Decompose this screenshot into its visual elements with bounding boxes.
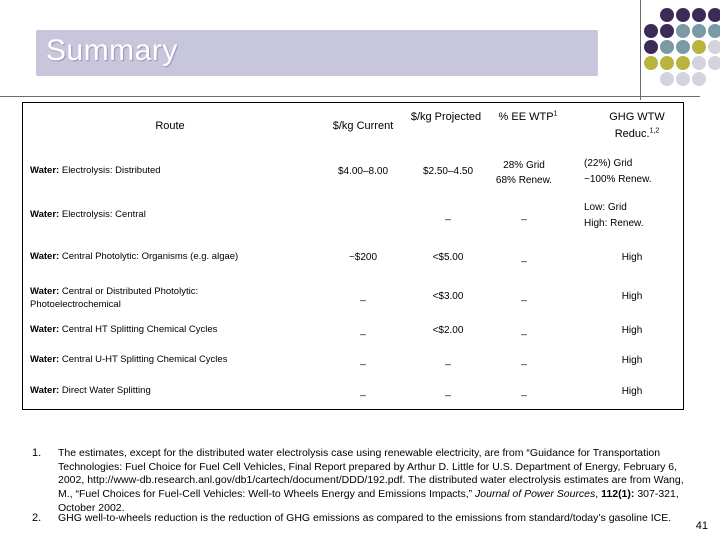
projected-cost-cell: _	[445, 210, 451, 221]
route-cell	[30, 384, 280, 397]
route-name: Central U-HT Splitting Chemical Cycles	[61, 354, 228, 365]
projected-cost-cell: _	[445, 355, 451, 366]
decorative-dot	[644, 56, 658, 70]
route-cell	[30, 323, 280, 336]
route-prefix: Water:	[30, 324, 60, 335]
decorative-dot	[644, 40, 658, 54]
decorative-dot	[676, 40, 690, 54]
ee-wtp-cell: _	[521, 252, 527, 263]
route-prefix: Water:	[30, 385, 60, 396]
note-2-number: 2.	[32, 512, 42, 524]
ghg-reduction-cell: (22%) Grid	[584, 158, 633, 169]
current-cost-cell: _	[360, 386, 366, 397]
decorative-dot	[644, 24, 658, 38]
route-name: Direct Water Splitting	[61, 385, 151, 396]
decorative-dot	[676, 56, 690, 70]
route-prefix: Water:	[30, 286, 60, 297]
decorative-dot	[692, 72, 706, 86]
header-ghg: GHG WTW Reduc.$^{1,2}$	[609, 111, 665, 141]
decorative-dot	[660, 24, 674, 38]
projected-cost-cell: _	[445, 386, 451, 397]
decorative-vertical-rule	[640, 0, 641, 100]
ghg-reduction-cell: High: Renew.	[584, 218, 644, 229]
ghg-reduction-cell: High	[621, 325, 643, 336]
projected-cost-cell: <$3.00	[432, 291, 464, 302]
decorative-dot	[676, 72, 690, 86]
decorative-dot-grid	[638, 4, 720, 92]
route-name: Central Photolytic: Organisms (e.g. algae)	[61, 251, 239, 262]
route-name: Electrolysis: Central	[61, 209, 146, 220]
route-prefix: Water:	[30, 251, 60, 262]
note-1-text: The estimates, except for the distributed water electrolysis case using renewable electricity, are from “Guidance for Transportation Technologies: Fuel Choice for Fuel Cell Vehicles, Final Report prepared by Arthur D. Little for U.S. Department of Energy, February 6, 2002, http://www-db.research.anl.gov/db1/cartech/document/DDD/192.pdf. The distributed water electrolysis estimates are from Wang, M., “Fuel Choices for Fuel-Cell Vehicles: Well-to Wheels Energy and Emissions Impacts,” Journal of Power Sources, 112(1): 307-321, October 2002.	[58, 447, 684, 514]
ghg-reduction-cell: Low: Grid	[584, 202, 627, 213]
decorative-dot	[692, 40, 706, 54]
current-cost-cell: _	[360, 291, 366, 302]
projected-cost-cell: $2.50–4.50	[422, 166, 474, 177]
route-prefix: Water:	[30, 209, 60, 220]
ee-wtp-cell: _	[521, 325, 527, 336]
decorative-dot	[692, 24, 706, 38]
ghg-reduction-cell: ~100% Renew.	[584, 174, 652, 185]
decorative-dot	[676, 8, 690, 22]
current-cost-cell: _	[360, 355, 366, 366]
ee-wtp-cell: _	[521, 291, 527, 302]
route-cell	[30, 353, 280, 366]
route-name: Central or Distributed Photolytic: Photoelectrochemical	[30, 286, 199, 311]
route-name: Electrolysis: Distributed	[61, 165, 161, 176]
route-prefix: Water:	[30, 354, 60, 365]
ee-wtp-cell: _	[521, 210, 527, 221]
decorative-dot	[660, 8, 674, 22]
slide-title: Summary	[46, 34, 178, 67]
note-1-number: 1.	[32, 447, 42, 459]
ghg-reduction-cell: High	[621, 252, 643, 263]
ghg-reduction-cell: High	[621, 291, 643, 302]
route-name: Central HT Splitting Chemical Cycles	[61, 324, 218, 335]
decorative-dot	[708, 24, 720, 38]
decorative-dot	[676, 24, 690, 38]
current-cost-cell: _	[360, 325, 366, 336]
decorative-dot	[708, 8, 720, 22]
ee-wtp-cell: 68% Renew.	[495, 175, 553, 186]
decorative-horizontal-rule	[0, 96, 700, 97]
route-cell	[30, 164, 280, 177]
projected-cost-cell: <$5.00	[432, 252, 464, 263]
header-projected: $/kg Projected	[410, 111, 482, 123]
decorative-dot	[660, 40, 674, 54]
note-2-text: GHG well-to-wheels reduction is the reduction of GHG emissions as compared to the emissions from standard/today’s gasoline ICE.	[58, 512, 672, 524]
route-cell	[30, 208, 280, 221]
projected-cost-cell: <$2.00	[432, 325, 464, 336]
header-current: $/kg Current	[332, 120, 394, 132]
route-prefix: Water:	[30, 165, 60, 176]
decorative-dot	[708, 40, 720, 54]
decorative-dot	[692, 8, 706, 22]
ee-wtp-cell: _	[521, 355, 527, 366]
current-cost-cell: $4.00–8.00	[337, 166, 389, 177]
ghg-reduction-cell: High	[621, 355, 643, 366]
decorative-dot	[708, 56, 720, 70]
ee-wtp-cell: _	[521, 386, 527, 397]
current-cost-cell: ~$200	[348, 252, 378, 263]
ee-wtp-cell: 28% Grid	[503, 160, 545, 171]
header-route: Route	[155, 120, 185, 132]
decorative-dot	[660, 56, 674, 70]
decorative-dot	[692, 56, 706, 70]
decorative-dot	[660, 72, 674, 86]
header-ee: % EE WTP$^1$	[498, 110, 558, 123]
ghg-reduction-cell: High	[621, 386, 643, 397]
route-cell	[30, 250, 280, 263]
route-cell	[30, 285, 280, 312]
page-number: 41	[695, 520, 708, 532]
